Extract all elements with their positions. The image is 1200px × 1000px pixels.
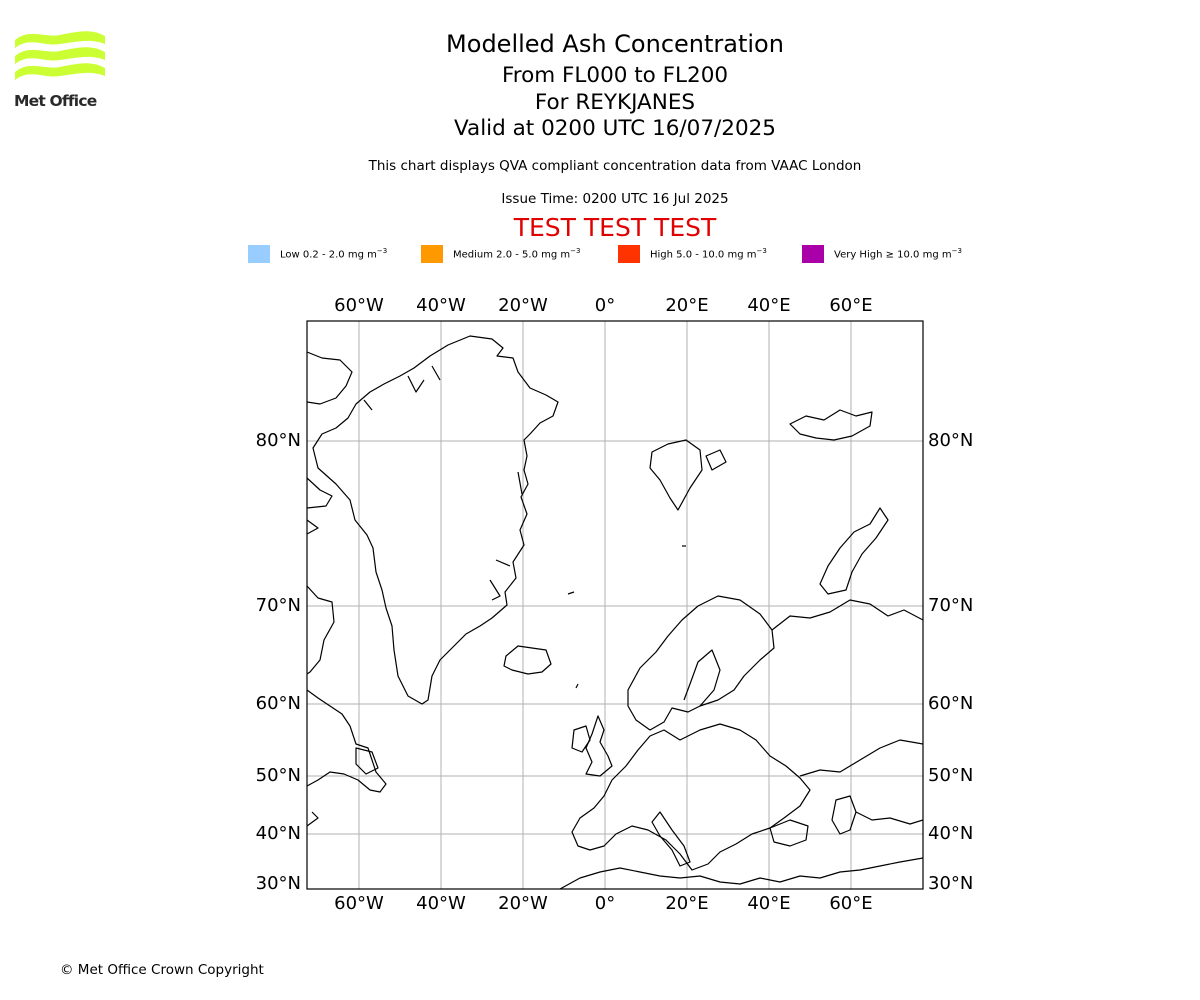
lon-tick-top-0: 0° [594, 295, 616, 316]
flight-level-range: From FL000 to FL200 [501, 63, 729, 88]
coastline-bothnia [684, 650, 720, 706]
coastline-ireland [572, 726, 590, 752]
lon-tick-bottom-20e: 20°E [665, 893, 709, 914]
lon-tick-top-40w: 40°W [416, 295, 466, 316]
legend-label-medium: Medium 2.0 - 5.0 mg m [453, 249, 571, 261]
coastline-scandinavia [628, 596, 774, 730]
coastline-greenland-fjords [364, 366, 522, 600]
coastline-north-africa [560, 858, 923, 889]
test-banner: TEST TEST TEST [513, 213, 717, 242]
coastline-great-britain [586, 716, 612, 776]
map-frame [307, 321, 923, 889]
coastline-faroes [576, 684, 578, 688]
lon-tick-bottom-0: 0° [594, 893, 616, 914]
lat-tick-left-40n: 40°N [255, 823, 301, 844]
coastline-canada-arctic [307, 352, 352, 674]
lon-tick-top-20e: 20°E [665, 295, 709, 316]
lon-tick-top-40e: 40°E [747, 295, 791, 316]
coastline-russia-north [772, 600, 923, 630]
lat-tick-right-80n: 80°N [928, 430, 974, 451]
coastline-caspian [832, 796, 856, 834]
lat-tick-right-30n: 30°N [928, 873, 974, 894]
coastline-nova-scotia [307, 812, 318, 826]
lon-tick-bottom-40w: 40°W [416, 893, 466, 914]
lon-tick-top-60e: 60°E [829, 295, 873, 316]
legend-unit-medium: −3 [570, 247, 581, 256]
coastline-italy [652, 812, 690, 866]
issue-time: Issue Time: 0200 UTC 16 Jul 2025 [501, 191, 729, 207]
legend-unit-very-high: −3 [951, 247, 962, 256]
coastline-asia [800, 740, 923, 824]
lat-tick-left-50n: 50°N [255, 765, 301, 786]
coastline-franz-josef [790, 410, 872, 440]
lon-tick-bottom-60e: 60°E [829, 893, 873, 914]
chart-title: Modelled Ash Concentration [446, 30, 784, 58]
axis-tick-labels [256, 295, 974, 914]
legend-label-low: Low 0.2 - 2.0 mg m [280, 249, 377, 261]
lon-tick-top-60w: 60°W [334, 295, 384, 316]
lat-tick-right-40n: 40°N [928, 823, 974, 844]
chart-subtitle: This chart displays QVA compliant concentration data from VAAC London [368, 158, 862, 174]
map-gridlines [307, 321, 923, 889]
coastline-novaya-zemlya [820, 508, 888, 594]
legend-unit-low: −3 [376, 247, 388, 256]
lon-tick-top-20w: 20°W [498, 295, 548, 316]
lat-tick-right-70n: 70°N [928, 595, 974, 616]
lat-tick-right-60n: 60°N [928, 693, 974, 714]
lon-tick-bottom-20w: 20°W [498, 893, 548, 914]
lat-tick-left-70n: 70°N [255, 595, 301, 616]
legend-unit-high: −3 [756, 247, 767, 256]
legend-label-very-high: Very High ≥ 10.0 mg m [834, 249, 952, 261]
coastline-europe [572, 724, 810, 870]
coastline-svalbard [650, 440, 702, 510]
lon-tick-bottom-40e: 40°E [747, 893, 791, 914]
lat-tick-left-60n: 60°N [255, 693, 301, 714]
lat-tick-left-30n: 30°N [255, 873, 301, 894]
lat-tick-left-80n: 80°N [255, 430, 301, 451]
lon-tick-bottom-60w: 60°W [334, 893, 384, 914]
coastlines [307, 336, 923, 889]
coastline-jan-mayen [568, 592, 574, 594]
coastline-nordaustlandet [706, 450, 726, 470]
copyright: © Met Office Crown Copyright [60, 962, 264, 978]
logo-text: Met Office [14, 92, 97, 110]
volcano-name: For REYKJANES [534, 90, 696, 115]
lat-tick-right-50n: 50°N [928, 765, 974, 786]
coastline-greenland [313, 336, 558, 704]
legend-label-high: High 5.0 - 10.0 mg m [650, 249, 757, 261]
coastline-labrador [307, 690, 386, 792]
coastline-iceland [504, 646, 551, 674]
valid-time: Valid at 0200 UTC 16/07/2025 [453, 116, 776, 141]
